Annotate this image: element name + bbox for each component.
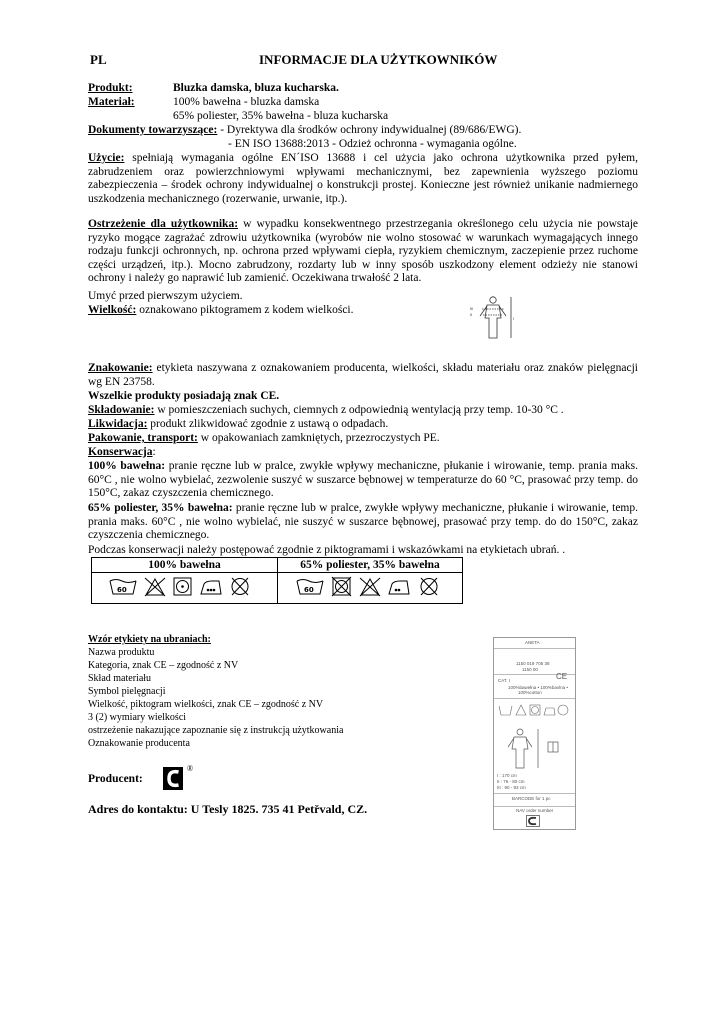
care-col-blend: 65% poliester, 35% bawełna	[278, 558, 463, 573]
no-bleach-icon-2	[360, 578, 380, 596]
label-care-icons	[497, 700, 572, 722]
label-composition-2: 100%cotton	[518, 690, 542, 695]
storage-row	[88, 404, 564, 418]
no-bleach-icon	[145, 578, 165, 596]
storage-text: w pomieszczeniach suchych, ciemnych z odpowiednią wentylacją przy temp. 10-30 °C .	[154, 404, 564, 416]
size-row	[88, 304, 354, 318]
marking-text: etykieta naszywana z oznakowaniem producenta, wielkości, składu materiału oraz znaków pielęgnacji wg EN 23758.	[88, 362, 638, 388]
care-col-cotton: 100% bawełna	[92, 558, 278, 573]
material-line-1: 100% bawełna - bluzka damska	[173, 96, 320, 108]
label-pattern-line: Kategoria, znak CE – zgodność z NV	[88, 660, 239, 671]
usage-text: spełniają wymagania ogólne EN´ISO 13688 i cel użycia jako ochrona użytkownika przed pyłem, zabrudzeniem oraz powierzchniowymi wpływami mechanicznymi, bez zapewnienia wyższego poziomu zabezpieczenia – środek ochrony indywidualnej o konstrukcji prostej. Konieczne jest również unikanie nadmiernego uszkodzenia mechanicznego (rozerwanie, urwanie, itp.).	[88, 152, 638, 205]
iron-icon-2	[389, 581, 409, 594]
iron-icon	[201, 581, 221, 594]
wash-temp-label: 60	[116, 585, 127, 594]
material-label: Materiał:	[88, 96, 135, 108]
contact-address: Adres do kontaktu: U Tesly 1825. 735 41 Petřvald, CZ.	[88, 802, 368, 816]
disposal-text: produkt zlikwidować zgodnie z ustawą o odpadach.	[147, 418, 389, 430]
no-tumble-dry-icon	[332, 577, 351, 596]
no-dry-clean-icon-2	[421, 578, 437, 595]
language-code: PL	[90, 52, 107, 67]
care-symbols-cotton	[92, 573, 278, 604]
label-producer-logo-icon	[526, 815, 540, 827]
documents-row	[88, 124, 521, 138]
label-footer: NAV order number	[516, 808, 554, 813]
label-pattern-line: Oznakowanie producenta	[88, 738, 190, 749]
label-pattern-title: Wzór etykiety na ubraniach:	[88, 634, 211, 645]
registered-mark: ®	[187, 764, 194, 773]
packing-label: Pakowanie, transport:	[88, 432, 198, 444]
ce-note: Wszelkie produkty posiadają znak CE.	[88, 390, 280, 402]
blend-care-icons	[283, 574, 458, 600]
care-heading	[88, 446, 156, 460]
usage-paragraph	[88, 152, 638, 206]
label-pattern-line: Nazwa produktu	[88, 647, 155, 658]
warning-paragraph	[88, 218, 638, 286]
cotton-care-icons	[100, 574, 270, 600]
label-measure-2: II : 76 - 80 cm	[497, 779, 525, 784]
label-product-name: ANETA	[525, 640, 540, 645]
care-cotton-label: 100% bawełna:	[88, 460, 166, 472]
care-blend-text: pranie ręczne lub w pralce, zwykłe wpływy mechaniczne, płukanie i wirowanie, temp. prania maks. 60°C , nie wolno wybielać, nie suszyć w suszarce bębnowej, prasować przy temp. do do 150°C, zakaz czyszczenia chemicznego.	[88, 502, 638, 542]
page-title: INFORMACJE DLA UŻYTKOWNIKÓW	[259, 52, 498, 67]
documents-label: Dokumenty towarzyszące:	[88, 124, 218, 136]
label-category: CAT. I	[498, 678, 510, 683]
svg-text:II: II	[470, 313, 473, 317]
label-measure-3: III : 90 - 93 cm	[497, 785, 526, 790]
sample-label	[493, 637, 576, 830]
label-pattern-line: 3 (2) wymiary wielkości	[88, 712, 187, 723]
label-pattern-line: Skład materiału	[88, 673, 152, 684]
label-pattern-block	[88, 633, 343, 750]
label-pattern-line: Wielkość, piktogram wielkości, znak CE – zgodność z NV	[88, 699, 324, 710]
care-symbols-table	[91, 557, 463, 604]
size-pictogram-icon	[466, 294, 518, 340]
label-composition-1: 100%bawełna • 100%bavlna •	[508, 685, 568, 690]
product-value: Bluzka damska, bluza kucharska.	[173, 82, 339, 94]
care-symbols-blend	[278, 573, 463, 604]
size-label: Wielkość:	[88, 304, 137, 316]
product-label: Produkt:	[88, 82, 133, 94]
care-label: Konserwacja	[88, 446, 153, 458]
care-blend-paragraph	[88, 502, 638, 543]
svg-text:III: III	[470, 307, 474, 311]
label-barcode-text: BARCODE for 1 pc	[512, 796, 551, 801]
label-pattern-line: Symbol pielęgnacji	[88, 686, 166, 697]
label-measure-1: I : 170 cm	[497, 773, 517, 778]
label-ce-mark: CE	[556, 672, 568, 681]
care-blend-label: 65% poliester, 35% bawełna:	[88, 502, 233, 514]
no-dry-clean-icon	[232, 578, 248, 595]
care-follow-note: Podczas konserwacji należy postępować zgodnie z piktogramami i wskazówkami na etykietach ubrań. .	[88, 544, 566, 556]
producer-label: Producent:	[88, 773, 143, 785]
care-cotton-paragraph	[88, 460, 638, 501]
marking-paragraph	[88, 362, 638, 389]
packing-row	[88, 432, 440, 446]
producer-logo-icon	[163, 765, 189, 791]
warning-text: w wypadku konsekwentnego przestrzegania określonego celu użycia nie powstaje ryzyko mogące zagrażać zdrowiu użytkownika (wyrobów nie wolno stosować w warunkach wymagających innego rodzaju funkcji ochronnych, np. ochrona przed wpływami ciepła, ryzykiem chemicznym, zaczepienie przez ruchome części urządzeń, itp.). Mocno zabrudzony, rozdarty lub w inny sposób uszkodzony element odzieży nie stanowi ochrony i należy go naprawić lub zamienić. Oczekiwana trwałość 2 lata.	[88, 218, 639, 285]
size-text: oznakowano piktogramem z kodem wielkości.	[136, 304, 354, 316]
wash-first-note: Umyć przed pierwszym użyciem.	[88, 290, 243, 302]
label-code-1: 1150 019 705 38	[516, 661, 550, 666]
label-size-pictogram-icon	[502, 726, 562, 770]
documents-line-1: - Dyrektywa dla środków ochrony indywidualnej (89/686/EWG).	[217, 124, 522, 136]
marking-label: Znakowanie:	[88, 362, 153, 374]
disposal-row	[88, 418, 388, 432]
svg-text:I: I	[513, 317, 515, 321]
disposal-label: Likwidacja:	[88, 418, 148, 430]
wash-temp-label-2: 60	[303, 585, 314, 594]
care-colon: :	[152, 446, 156, 458]
care-cotton-text: pranie ręczne lub w pralce, zwykłe wpływy mechaniczne, płukanie i wirowanie, temp. prania maks. 60°C , nie wolno wybielać, zezwolenie suszyć w suszarce bębnowej w temperaturze do 60 °C, prasować przy temp. do 150°C, zakaz czyszczenia chemicznego.	[88, 460, 638, 500]
warning-label: Ostrzeżenie dla użytkownika:	[88, 218, 239, 230]
documents-line-2: - EN ISO 13688:2013 - Odzież ochronna - wymagania ogólne.	[228, 138, 517, 150]
material-line-2: 65% poliester, 35% bawełna - bluza kucharska	[173, 110, 389, 122]
packing-text: w opakowaniach zamkniętych, przezroczystych PE.	[197, 432, 440, 444]
storage-label: Składowanie:	[88, 404, 155, 416]
tumble-dry-icon	[174, 578, 191, 595]
label-pattern-line: ostrzeżenie nakazujące zapoznanie się z instrukcją użytkowania	[88, 725, 344, 736]
label-code-2: 1150 00	[522, 667, 538, 672]
usage-label: Użycie:	[88, 152, 125, 164]
